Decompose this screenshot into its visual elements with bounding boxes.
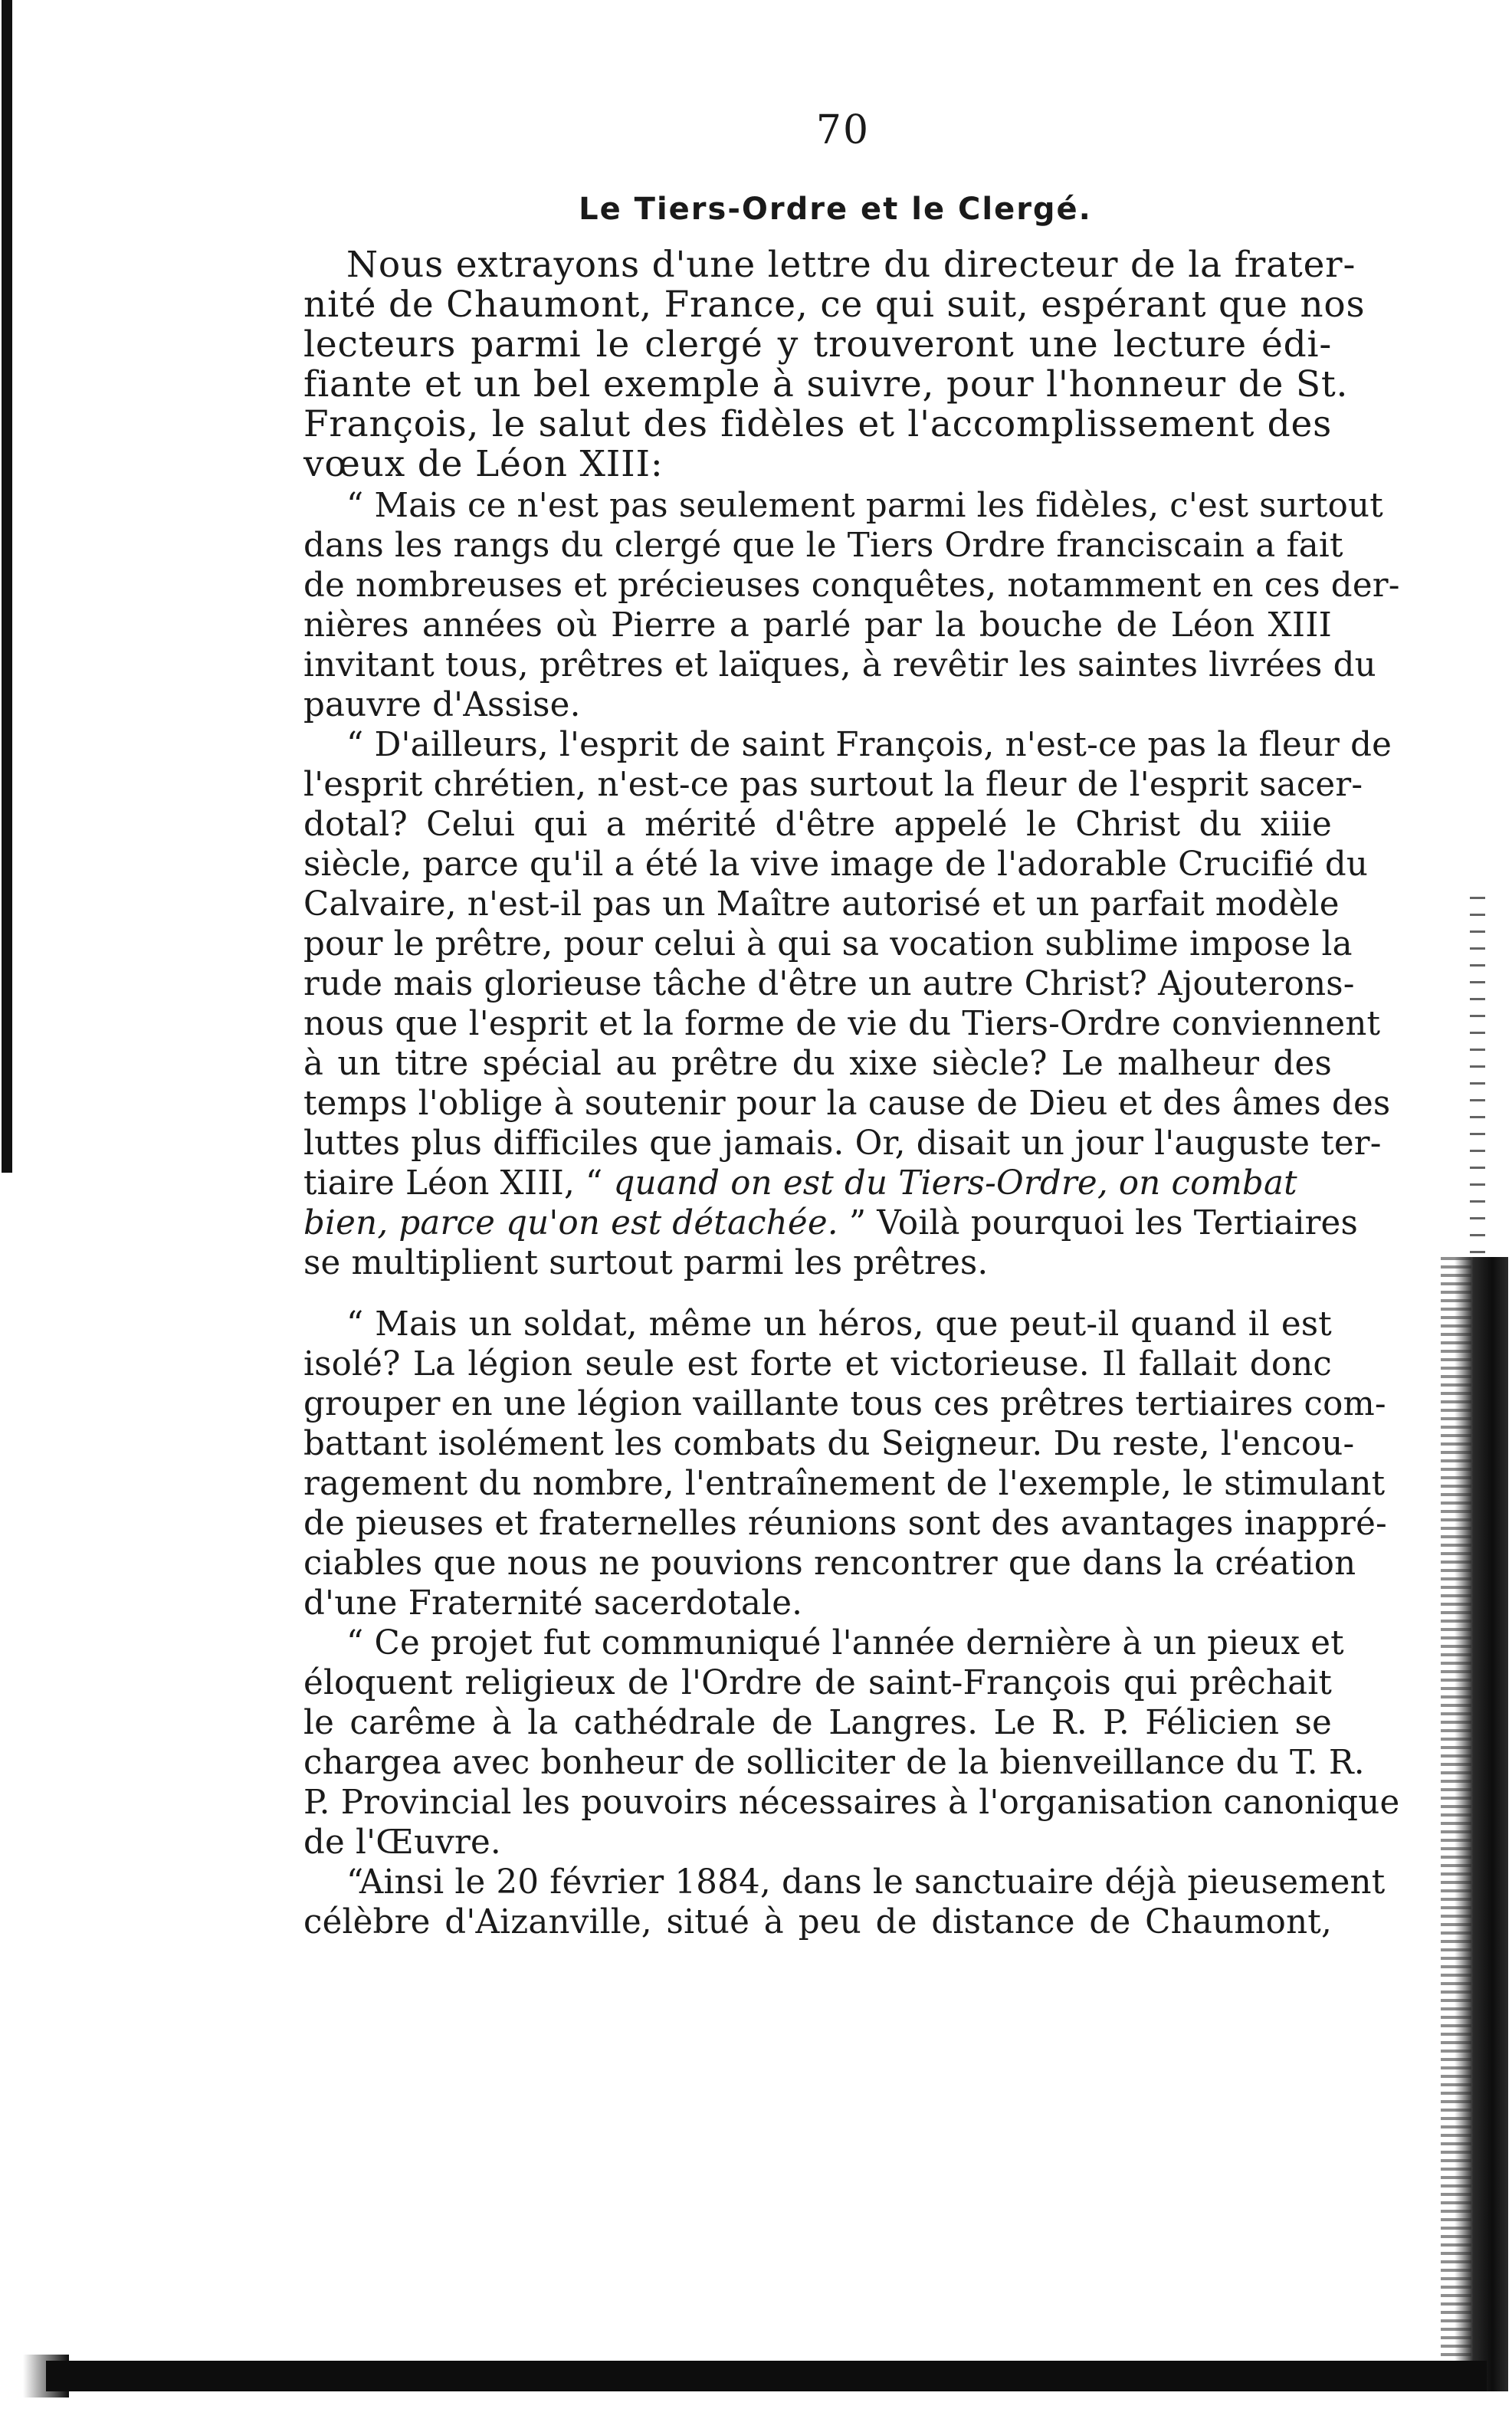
text-line: “ Mais ce n'est pas seulement parmi les fidèles, c'est surtout bbox=[346, 487, 1383, 525]
scan-edge-left bbox=[2, 0, 12, 1173]
text-line: d'une Fraternité sacerdotale. bbox=[303, 1584, 803, 1623]
intro-paragraph bbox=[303, 244, 1366, 485]
italic-quote: bien, parce qu'on est détachée. bbox=[303, 1204, 838, 1242]
scan-edge-right-speckle bbox=[1470, 897, 1485, 1265]
text-line: pauvre d'Assise. bbox=[303, 686, 581, 724]
text-line: dans les rangs du clergé que le Tiers Ordre franciscain a fait bbox=[303, 527, 1343, 565]
page-number: 70 bbox=[815, 107, 871, 153]
text-line: Nous extrayons d'une lettre du directeur de la frater- bbox=[346, 244, 1356, 286]
text-line: nières années où Pierre a parlé par la bouche de Léon XIII bbox=[303, 606, 1332, 645]
scan-edge-right bbox=[1455, 1257, 1508, 2391]
text-line: isolé? La légion seule est forte et victorieuse. Il fallait donc bbox=[303, 1345, 1332, 1383]
quote-paragraph-5 bbox=[303, 1863, 1386, 1942]
text-line-with-quote bbox=[303, 1203, 1359, 1243]
text-line: nous que l'esprit et la forme de vie du Tiers-Ordre conviennent bbox=[303, 1005, 1381, 1043]
text-line: pour le prêtre, pour celui à qui sa vocation sublime impose la bbox=[303, 925, 1353, 963]
text-line: de nombreuses et précieuses conquêtes, notamment en ces der- bbox=[303, 566, 1400, 605]
text-line: “ D'ailleurs, l'esprit de saint François, n'est-ce pas la fleur de bbox=[346, 726, 1392, 764]
text-line: à un titre spécial au prêtre du xixe siècle? Le malheur des bbox=[303, 1045, 1332, 1083]
text-line: dotal? Celui qui a mérité d'être appelé le Christ du xiiie bbox=[303, 806, 1332, 844]
quote-paragraph-2 bbox=[303, 725, 1392, 1283]
text-fragment: tiaire Léon XIII, “ bbox=[303, 1164, 603, 1203]
text-line: grouper en une légion vaillante tous ces prêtres tertiaires com- bbox=[303, 1385, 1386, 1423]
section-heading: Le Tiers-Ordre et le Clergé. bbox=[579, 192, 1092, 227]
text-line: chargea avec bonheur de solliciter de la bienveillance du T. R. bbox=[303, 1744, 1365, 1782]
text-line-with-quote bbox=[303, 1163, 1332, 1203]
text-line: “ Ce projet fut communiqué l'année dernière à un pieux et bbox=[346, 1624, 1344, 1662]
text-line: siècle, parce qu'il a été la vive image de l'adorable Crucifié du bbox=[303, 845, 1369, 884]
text-line: éloquent religieux de l'Ordre de saint-François qui prêchait bbox=[303, 1664, 1332, 1702]
text-line: de l'Œuvre. bbox=[303, 1823, 501, 1862]
text-line: ciables que nous ne pouvions rencontrer que dans la création bbox=[303, 1544, 1356, 1583]
text-line: invitant tous, prêtres et laïques, à revêtir les saintes livrées du bbox=[303, 646, 1376, 684]
quote-paragraph-1 bbox=[303, 486, 1400, 725]
text-fragment: ” Voilà pourquoi les Tertiaires bbox=[848, 1204, 1359, 1242]
text-line: “ Mais un soldat, même un héros, que peut-il quand il est bbox=[346, 1305, 1332, 1344]
text-line: fiante et un bel exemple à suivre, pour l'honneur de St. bbox=[303, 363, 1349, 405]
text-line: rude mais glorieuse tâche d'être un autre Christ? Ajouterons- bbox=[303, 965, 1355, 1003]
text-line: François, le salut des fidèles et l'accomplissement des bbox=[303, 403, 1332, 445]
text-line: nité de Chaumont, France, ce qui suit, espérant que nos bbox=[303, 284, 1366, 326]
scan-edge-bottom bbox=[46, 2361, 1487, 2391]
quote-paragraph-4 bbox=[303, 1623, 1400, 1863]
quote-paragraph-3 bbox=[303, 1305, 1387, 1623]
text-line: battant isolément les combats du Seigneur. Du reste, l'encou- bbox=[303, 1425, 1355, 1463]
text-line: l'esprit chrétien, n'est-ce pas surtout la fleur de l'esprit sacer- bbox=[303, 766, 1363, 804]
text-line: de pieuses et fraternelles réunions sont des avantages inappré- bbox=[303, 1505, 1387, 1543]
text-line: P. Provincial les pouvoirs nécessaires à l'organisation canonique bbox=[303, 1784, 1400, 1822]
text-line: le carême à la cathédrale de Langres. Le R. P. Félicien se bbox=[303, 1704, 1332, 1742]
text-line: temps l'oblige à soutenir pour la cause de Dieu et des âmes des bbox=[303, 1085, 1391, 1123]
text-line: ragement du nombre, l'entraînement de l'exemple, le stimulant bbox=[303, 1465, 1386, 1503]
text-line: célèbre d'Aizanville, situé à peu de distance de Chaumont, bbox=[303, 1903, 1332, 1941]
text-line: “Ainsi le 20 février 1884, dans le sanctuaire déjà pieusement bbox=[346, 1863, 1386, 1902]
text-line: luttes plus difficiles que jamais. Or, disait un jour l'auguste ter- bbox=[303, 1124, 1382, 1163]
text-line: lecteurs parmi le clergé y trouveront une lecture édi- bbox=[303, 323, 1332, 366]
text-line: vœux de Léon XIII: bbox=[303, 443, 664, 485]
text-line: Calvaire, n'est-il pas un Maître autorisé et un parfait modèle bbox=[303, 885, 1340, 924]
italic-quote: quand on est du Tiers-Ordre, on combat bbox=[613, 1164, 1297, 1203]
text-line: se multiplient surtout parmi les prêtres. bbox=[303, 1244, 989, 1282]
